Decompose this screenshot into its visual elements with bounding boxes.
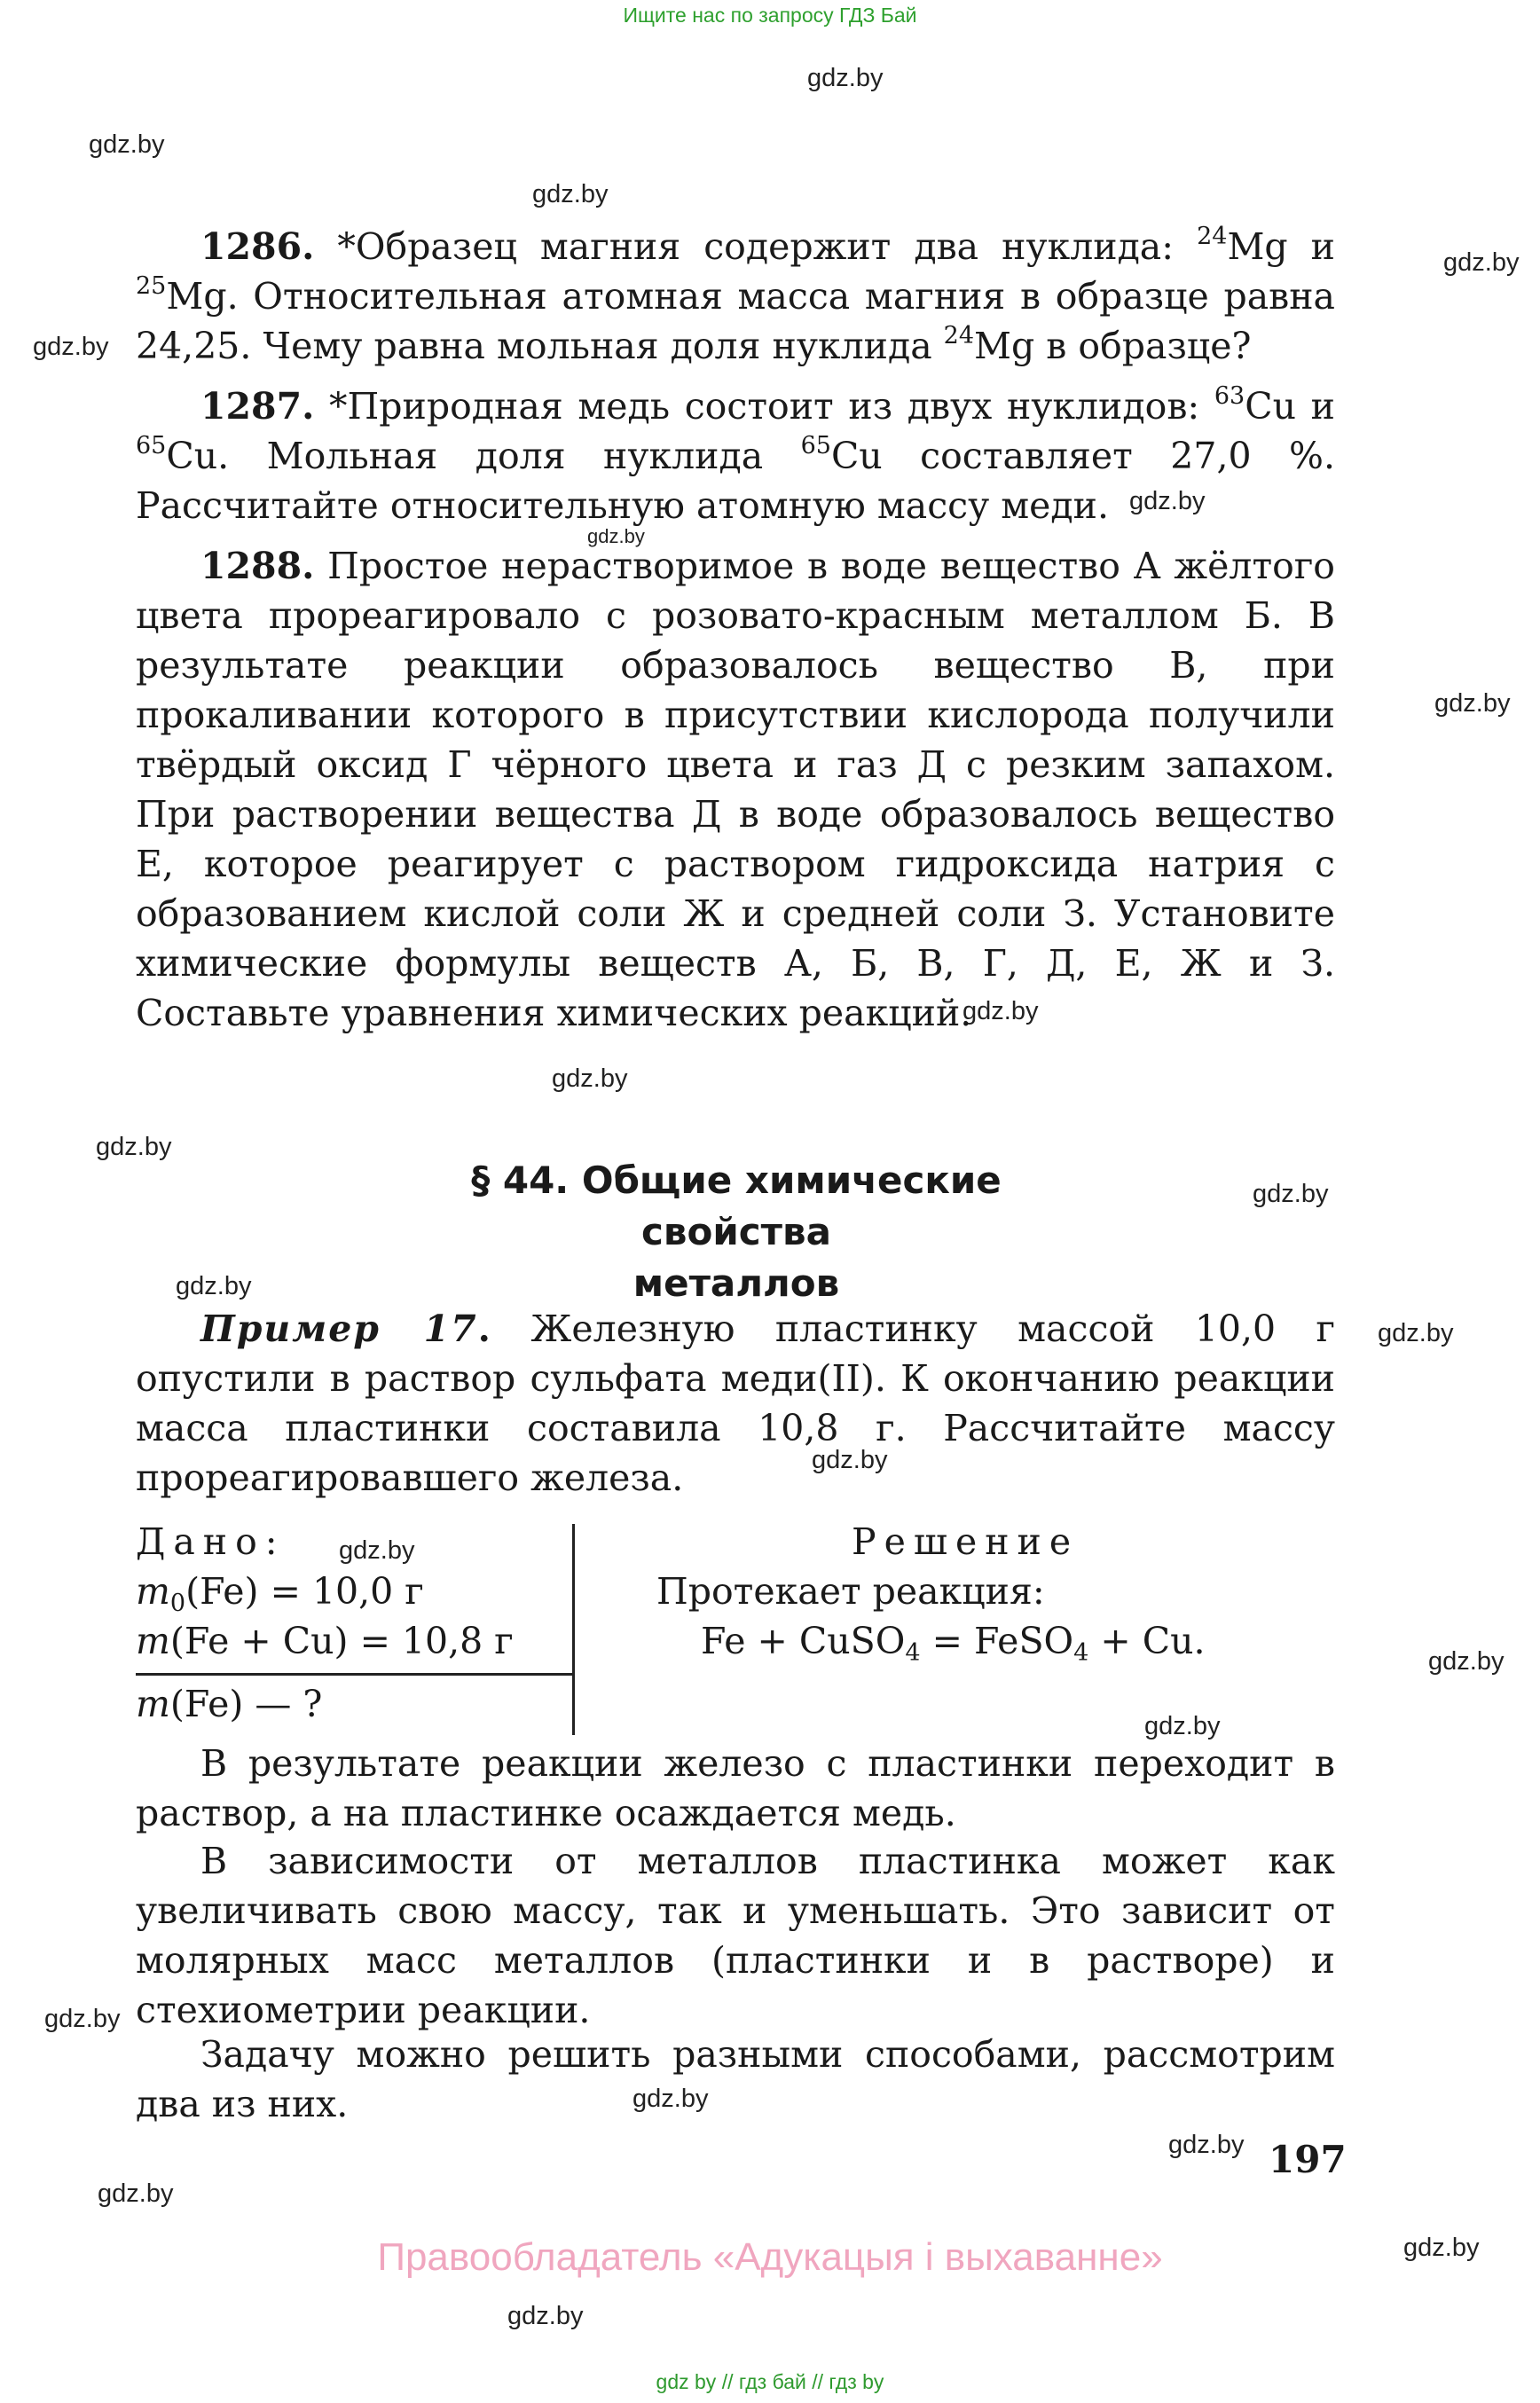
copyright-notice: Правообладатель «Адукацыя і выхаванне» (377, 2235, 1163, 2279)
solution-intro: Протекает реакция: (656, 1570, 1045, 1613)
watermark: gdz.by (1403, 2234, 1480, 2262)
body-paragraph-1: В результате реакции железо с пластинки переходит в раствор, а на пластинке осаждается медь. (136, 1742, 1335, 1834)
watermark: gdz.by (1434, 689, 1511, 718)
reaction-equation: Fe + CuSO$_4$ = FeSO$_4$ + Cu. (701, 1620, 1206, 1667)
watermark: gdz.by (807, 64, 884, 92)
problem-number: 1286. (200, 225, 315, 268)
solution-title: Решение (852, 1520, 1080, 1563)
watermark: gdz.by (632, 2085, 709, 2113)
problem-1286: 1286. *Образец магния содержит два нуклида: $^{24}$Mg и $^{25}$Mg. Относительная атомная масса магния в образце равна 24,25. Чему равна мольная доля нуклида $^{24}$Mg в образце? (136, 223, 1335, 367)
top-banner[interactable]: Ищите нас по запросу ГДЗ Бай (623, 4, 917, 27)
problem-1288: 1288. Простое нерастворимое в воде вещество А жёлтого цвета прореагировало с розовато-красным металлом Б. В результате реакции образовалось вещество В, при прокаливании которого в присутствии кислорода получили твёрдый оксид Г чёрного цвета и газ Д с резким запахом. При растворении вещества Д в воде образовалось вещество Е, которое реагирует с раствором гидроксида натрия с образованием кислой соли Ж и средней соли З. Установите химические формулы веществ А, Б, В, Г, Д, Е, Ж и З. Составьте уравнения химических реакций. (136, 545, 1335, 1034)
watermark: gdz.by (44, 2005, 121, 2033)
given-title: Дано: (136, 1520, 286, 1563)
page-number: 197 (1269, 2138, 1347, 2181)
watermark: gdz.by (33, 333, 109, 361)
watermark: gdz.by (89, 130, 165, 159)
watermark: gdz.by (587, 525, 645, 547)
example-label: Пример 17 (200, 1308, 478, 1350)
watermark: gdz.by (1144, 1712, 1221, 1740)
body-paragraph-2: В зависимости от металлов пластинка может как увеличивать свою массу, так и уменьшать. Это зависит от молярных масс металлов (пластинки и в растворе) и стехиометрии реакции. (136, 1840, 1335, 2031)
watermark: gdz.by (1253, 1180, 1329, 1208)
watermark: gdz.by (176, 1272, 252, 1300)
section-heading: § 44. Общие химические свойства металлов (471, 1158, 1002, 1305)
watermark: gdz.by (1443, 248, 1520, 277)
body-paragraph-3: Задачу можно решить разными способами, рассмотрим два из них. (136, 2033, 1335, 2125)
watermark: gdz.by (1129, 487, 1206, 515)
watermark: gdz.by (812, 1446, 888, 1474)
watermark: gdz.by (339, 1536, 415, 1565)
problem-number: 1287. (200, 385, 315, 428)
watermark: gdz.by (507, 2302, 584, 2330)
watermark: gdz.by (96, 1133, 172, 1161)
watermark: gdz.by (1168, 2131, 1245, 2159)
watermark: gdz.by (962, 997, 1039, 1025)
given-m0: $m_0(Fe) = 10,0$ г (136, 1570, 424, 1617)
given-separator (572, 1524, 575, 1735)
problem-1287: 1287. *Природная медь состоит из двух нуклидов: $^{63}$Cu и $^{65}$Cu. Мольная доля нуклида $^{65}$Cu составляет 27,0 %. Рассчитайте относительную атомную массу меди. (136, 382, 1335, 527)
watermark: gdz.by (552, 1064, 628, 1093)
given-find: m(Fe) — ? (136, 1683, 323, 1725)
watermark: gdz.by (1378, 1319, 1454, 1347)
watermark: gdz.by (532, 180, 609, 208)
watermark: gdz.by (1428, 1647, 1505, 1676)
problem-number: 1288. (200, 545, 315, 587)
watermark: gdz.by (98, 2179, 174, 2208)
given-divider (136, 1673, 575, 1676)
given-m-total: m(Fe + Cu) = 10,8 г (136, 1620, 514, 1662)
example-17: Пример 17. Железную пластинку массой 10,0 г опустили в раствор сульфата меди(II). К окончанию реакции масса пластинки составила 10,8 г. Рассчитайте массу прореагировавшего железа. (136, 1308, 1335, 1499)
bottom-banner[interactable]: gdz by // гдз бай // гдз by (656, 2370, 884, 2393)
